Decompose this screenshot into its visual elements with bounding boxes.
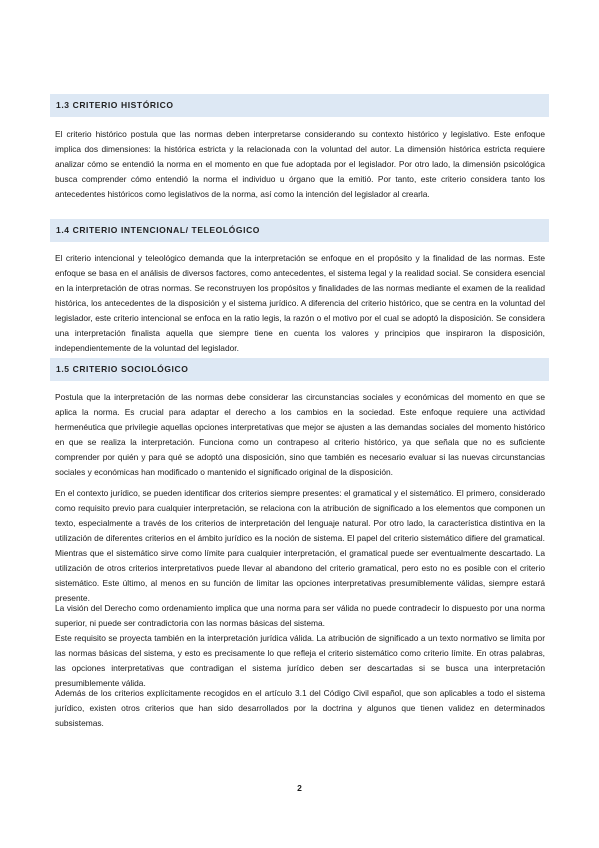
body-paragraph-2: La visión del Derecho como ordenamiento implica que una norma para ser válida no puede contradecir lo dispuesto por una norma superior, ni puede ser contradictoria con las normas básicas del sistema. bbox=[55, 603, 545, 628]
section-heading-1-5: 1.5 CRITERIO SOCIOLÓGICO bbox=[50, 358, 549, 381]
section-paragraph-1-5: Postula que la interpretación de las normas debe considerar las circunstancias sociales y económicas del momento en que se aplica la norma. Es crucial para adaptar el derecho a los cambios en la sociedad. Este enfoque requiere una actividad hermenéutica que privilegie aquellas opciones interpretativas que mejor se ajusten a las demandas sociales del momento histórico en que se realiza la interpretación. Funciona como un contrapeso al criterio histórico, ya que señala que no es suficiente comprender por quién y para qué se adoptó una disposición, sino que también es necesario evaluar si las nuevas circunstancias sociales y económicas han modificado o mantenido el significado original de la disposición. bbox=[55, 392, 545, 477]
body-paragraph-3: Este requisito se proyecta también en la interpretación jurídica válida. La atribución de significado a un texto normativo se limita por las normas básicas del sistema, y esto es precisamente lo que refleja el criterio sistemático como criterio límite. En otras palabras, las opciones interpretativas que contradigan el sistema jurídico deben ser descartadas si se busca una interpretación presumiblemente válida. bbox=[55, 633, 545, 688]
section-paragraph-1-3: El criterio histórico postula que las normas deben interpretarse considerando su contexto histórico y legislativo. Este enfoque implica dos dimensiones: la histórica estricta y la relacionada con la voluntad del autor. La dimensión histórica estricta requiere analizar cómo se entendió la norma en el momento en que fue adoptada por el legislador. Por otro lado, la dimensión psicológica busca comprender cómo entendió la norma el individuo u órgano que la emitió. Por tanto, este criterio considera tanto los antecedentes históricos como legislativos de la norma, así como la intención del legislador al crearla. bbox=[55, 129, 545, 199]
body-paragraph-1: En el contexto jurídico, se pueden identificar dos criterios siempre presentes: el gramatical y el sistemático. El primero, considerado como requisito previo para cualquier interpretación, se relaciona con la atribución de significado a los elementos que componen un texto, especialmente a través de los criterios de interpretación del lenguaje natural. Por otro lado, la característica distintiva en la utilización de diferentes criterios en el ámbito jurídico es la noción de sistema. El papel del criterio sistemático difiere del gramatical. Mientras que el sistemático sirve como límite para cualquier interpretación, el gramatical puede ser eventualmente descartado. La utilización de otros criterios interpretativos puede llevar al abandono del criterio gramatical, pero esto no es posible con el criterio sistemático. Este último, al menos en su función de limitar las opciones interpretativas presumiblemente válidas, siempre estará presente. bbox=[55, 488, 545, 603]
body-paragraph-4: Además de los criterios explícitamente recogidos en el artículo 3.1 del Código Civil español, que son aplicables a todo el sistema jurídico, existen otros criterios que han sido desarrollados por la doctrina y algunos que tienen validez en determinados subsistemas. bbox=[55, 688, 545, 728]
page-number: 2 bbox=[297, 783, 302, 793]
section-heading-1-3: 1.3 CRITERIO HISTÓRICO bbox=[50, 94, 549, 117]
section-paragraph-1-4: El criterio intencional y teleológico demanda que la interpretación se enfoque en el propósito y la finalidad de las normas. Este enfoque se basa en el análisis de diversos factores, como antecedentes, el sistema legal y la realidad social. Se considera esencial en la interpretación de otras normas. Se reconstruyen los propósitos y finalidades de las normas mediante el examen de la realidad histórica, los antecedentes de la disposición y el sistema jurídico. A diferencia del criterio histórico, que se centra en la voluntad del legislador, este criterio intencional se enfoca en la ratio legis, la razón o el motivo por el cual se adoptó la disposición. Se considera una interpretación finalista aquella que siempre tiene en cuenta los valores y principios que inspiraron la disposición, independientemente de la voluntad del legislador. bbox=[55, 253, 545, 353]
section-heading-1-4: 1.4 CRITERIO INTENCIONAL/ TELEOLÓGICO bbox=[50, 219, 549, 242]
